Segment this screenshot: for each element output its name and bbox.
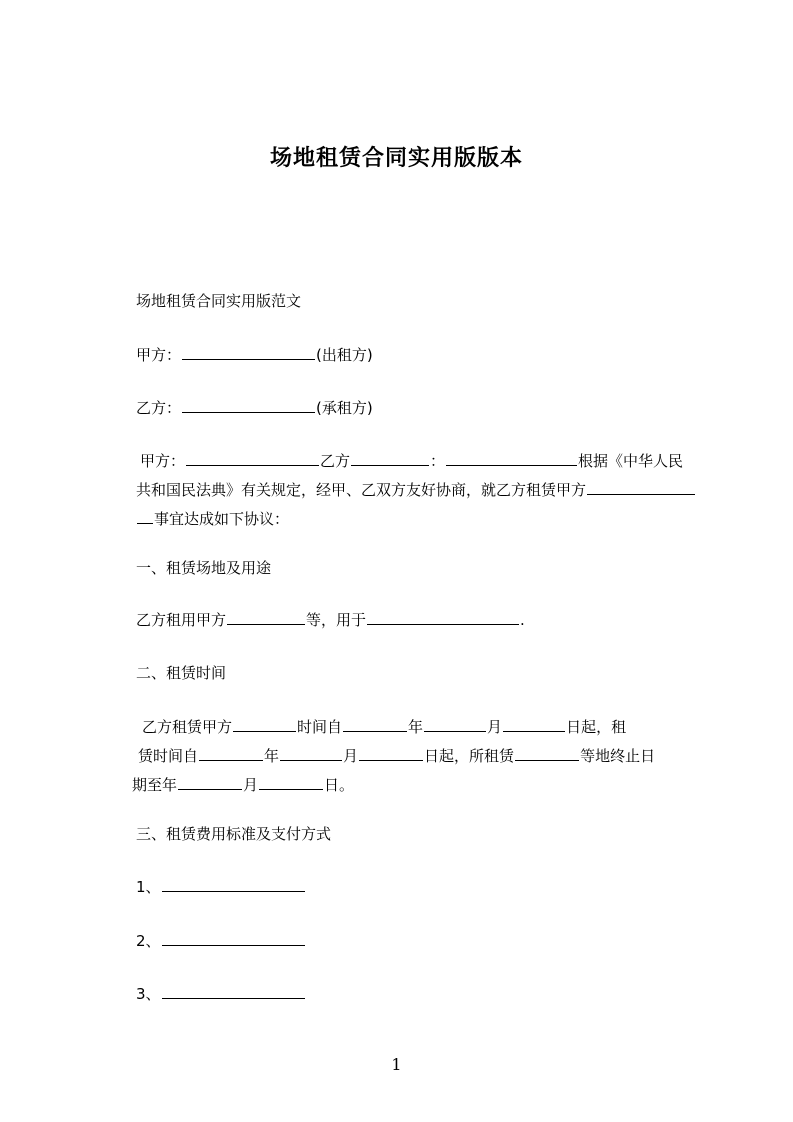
section2-text: 年 — [408, 718, 424, 736]
blank — [186, 450, 319, 466]
section2-text: 月 — [243, 776, 259, 794]
section2-text: 日。 — [324, 776, 355, 794]
blank — [343, 716, 407, 732]
party-b-line — [136, 397, 373, 419]
blank — [424, 716, 486, 732]
section2-text: 日起，所租赁 — [424, 747, 515, 765]
section1-heading: 一、租赁场地及用途 — [136, 559, 272, 577]
blank — [162, 876, 305, 892]
intro-text: 共和国民法典》有关规定，经甲、乙双方友好协商，就乙方租赁甲方 — [136, 481, 587, 499]
section2-text: 月 — [487, 718, 503, 736]
blank — [503, 716, 565, 732]
section3-item — [136, 876, 306, 898]
item-number: 1、 — [136, 878, 161, 896]
intro-text: ： — [430, 452, 446, 470]
party-a-line — [136, 344, 373, 366]
blank — [137, 508, 153, 524]
blank — [446, 450, 577, 466]
section3-heading: 三、租赁费用标准及支付方式 — [136, 825, 332, 843]
blank — [359, 745, 423, 761]
section2-text: 月 — [343, 747, 359, 765]
blank — [178, 774, 242, 790]
blank — [227, 609, 305, 625]
party-b-label: 乙方： — [136, 399, 182, 417]
blank — [587, 479, 695, 495]
section2-body — [132, 713, 706, 800]
party-b-role: (承租方) — [316, 399, 373, 417]
item-number: 2、 — [136, 932, 161, 950]
document-subtitle: 场地租赁合同实用版范文 — [136, 292, 302, 310]
party-a-label: 甲方： — [136, 346, 182, 364]
section2-text: 乙方租赁甲方 — [142, 718, 233, 736]
blank — [162, 930, 305, 946]
blank — [259, 774, 323, 790]
item-number: 3、 — [136, 985, 161, 1003]
intro-text: 事宜达成如下协议： — [154, 510, 290, 528]
section3-item — [136, 930, 306, 952]
blank — [162, 983, 305, 999]
page-number: 1 — [391, 1055, 402, 1074]
section3-item — [136, 983, 306, 1005]
intro-text: 甲方： — [140, 452, 186, 470]
blank — [280, 745, 342, 761]
section1-body — [136, 609, 525, 631]
intro-paragraph — [136, 447, 706, 534]
section2-text: 赁时间自 — [138, 747, 199, 765]
section2-text: 等地终止日 — [580, 747, 656, 765]
section2-heading: 二、租赁时间 — [136, 664, 227, 682]
document-title: 场地租赁合同实用版版本 — [269, 146, 523, 171]
section2-text: 期至年 — [132, 776, 178, 794]
intro-text: 根据《中华人民 — [578, 452, 684, 470]
blank — [515, 745, 579, 761]
party-a-blank — [182, 344, 315, 360]
section1-text: 乙方租用甲方 — [136, 611, 227, 629]
section1-text: . — [520, 611, 525, 629]
blank — [367, 609, 519, 625]
blank — [233, 716, 296, 732]
party-a-role: (出租方) — [316, 346, 373, 364]
section2-text: 年 — [264, 747, 280, 765]
intro-text: 乙方 — [320, 452, 351, 470]
section2-text: 时间自 — [297, 718, 343, 736]
section2-text: 日起，租 — [566, 718, 627, 736]
blank — [199, 745, 263, 761]
section1-text: 等，用于 — [306, 611, 367, 629]
party-b-blank — [182, 397, 315, 413]
blank — [351, 450, 429, 466]
